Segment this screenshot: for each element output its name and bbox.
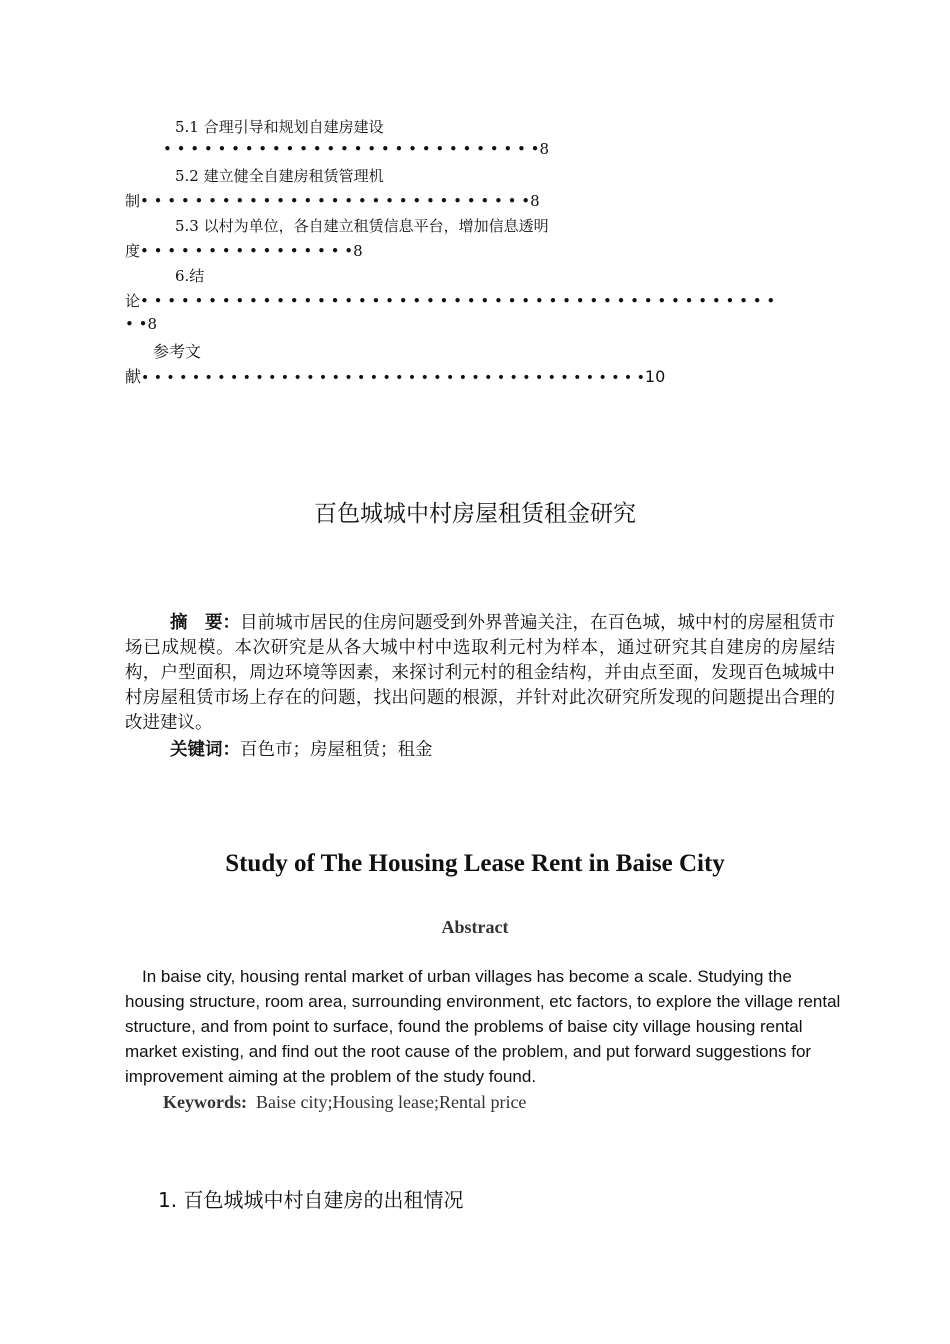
abstract-label: 摘 要： [170, 613, 240, 633]
toc-page-number: 8 [530, 192, 540, 210]
abstract-text: 目前城市居民的住房问题受到外界普遍关注，在百色城，城中村的房屋租赁市场已成规模。本次研究是从各大城中村中选取利元村为样本，通过研究其自建房的房屋结构，户型面积，周边环境等因素，来探讨利元村的租金结构，并由点至面，发现百色城城中村房屋租赁市场上存在的问题，找出问题的根源，并针对此次研究所发现的问题提出合理的改进建议。 [125, 613, 835, 733]
toc-item-5-3-dots [125, 240, 363, 261]
toc-dots: • • • • • • • • • • • • • • • • [140, 242, 354, 260]
toc-dots: • • • • • • • • • • • • • • • • • • • • • • • • • • • • • • • • • • • • • • • • [141, 370, 645, 386]
toc-item-5-2-dots [125, 190, 540, 211]
english-keywords [163, 1092, 526, 1113]
toc-item-5-1-dots [163, 140, 549, 158]
toc-wrap-char: 制 [125, 192, 141, 210]
toc-dots: • • • • • • • • • • • • • • • • • • • • • • • • • • • • • • • • • • • • • • • • • • • • • • • [140, 292, 776, 310]
toc-refs-title: 参考文 [153, 342, 202, 361]
toc-item-6-dots [125, 290, 775, 311]
chinese-keywords [170, 736, 433, 761]
toc-refs-dots [125, 364, 665, 387]
toc-item-5-3-title: 5.3 以村为单位，各自建立租赁信息平台，增加信息透明 [175, 217, 549, 235]
english-abstract-heading: Abstract [441, 917, 509, 937]
toc-page-number: 10 [644, 367, 666, 386]
toc-page-number: 8 [147, 315, 158, 333]
toc-dots: • • • • • • • • • • • • • • • • • • • • • • • • • • • • [163, 140, 540, 158]
toc-page-number: 8 [539, 140, 550, 158]
toc-dots: • • [125, 315, 148, 333]
section-heading: 1. 百色城城中村自建房的出租情况 [158, 1188, 464, 1212]
toc-item-6-dots-cont [125, 315, 157, 333]
chinese-abstract [125, 611, 835, 736]
english-keywords-label: Keywords: [163, 1092, 247, 1112]
english-title: Study of The Housing Lease Rent in Baise City [225, 850, 725, 877]
keywords-label: 关键词： [170, 740, 240, 760]
toc-wrap-char: 献 [125, 367, 142, 386]
english-abstract-text: In baise city, housing rental market of urban villages has become a scale. Studying the housing structure, room area, surrounding environment, etc factors, to explore the village rental structure, and from point to surface, found the problems of baise city village housing rental market existing, and find out the root cause of the problem, and put forward suggestions for improvement aiming at the problem of the study found. [125, 967, 841, 1086]
toc-wrap-char: 论 [125, 292, 141, 310]
english-keywords-text: Baise city;Housing lease;Rental price [256, 1092, 527, 1112]
toc-item-6-title: 6.结 [175, 267, 205, 285]
toc-dots: • • • • • • • • • • • • • • • • • • • • • • • • • • • • • [140, 192, 531, 210]
keywords-text: 百色市；房屋租赁；租金 [240, 740, 433, 760]
toc-item-5-1-title: 5.1 合理引导和规划自建房建设 [175, 118, 384, 136]
toc-page-number: 8 [353, 242, 363, 260]
chinese-title: 百色城城中村房屋租赁租金研究 [314, 501, 636, 527]
toc-wrap-char: 度 [125, 242, 141, 260]
toc-item-5-2-title: 5.2 建立健全自建房租赁管理机 [175, 167, 384, 185]
